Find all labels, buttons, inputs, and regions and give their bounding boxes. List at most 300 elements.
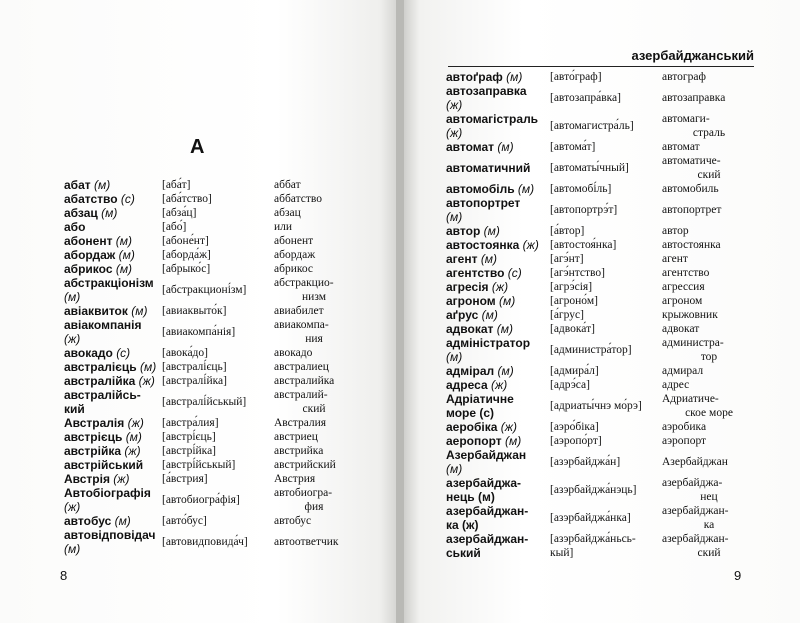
entry-translation [662,364,756,378]
translation-line: австрийка [274,445,324,457]
pronunciation-line: [автовидповида́ч] [162,536,248,548]
headword-line: австрієць (м) [64,430,142,444]
entry-translation [662,70,756,84]
entry-headword [64,346,162,360]
translation-line: абрикос [274,263,314,275]
entry-headword [446,308,550,322]
entry-headword [64,514,162,528]
entry-pronunciation [162,430,274,444]
translation-line: Австралия [274,417,327,429]
entry-headword [446,112,550,140]
headword-line: автомат (м) [446,140,514,154]
dictionary-entry [446,532,756,560]
entry-headword [446,182,550,196]
dictionary-entry [64,318,354,346]
entry-headword [446,196,550,224]
dictionary-entry [64,528,354,556]
pronunciation-line: [аба́т] [162,179,191,191]
translation-line: аббатство [274,193,323,205]
grammar-tag: (ж) [490,378,508,392]
pronunciation-line: [адрэ́са] [550,379,590,391]
entry-headword [446,336,550,364]
entry-translation [274,220,354,234]
dictionary-entry [446,252,756,266]
translation-line: авиакомпа- [274,319,329,331]
left-entry-list [64,178,354,556]
entry-translation [274,346,354,360]
headword-line: (ж) [446,126,463,140]
headword-line: море (с) [446,406,495,420]
dictionary-entry [64,416,354,430]
pronunciation-line: [автопортрэ́т] [550,204,618,216]
headword-line: абатство (с) [64,192,135,206]
entry-headword [446,364,550,378]
entry-pronunciation [550,420,662,434]
dictionary-entry [64,304,354,318]
headword-line: ський [446,546,481,560]
entry-headword [64,458,162,472]
entry-pronunciation [550,161,662,175]
pronunciation-line: [автозапра́вка] [550,92,621,104]
translation-line: авиабилет [274,305,324,317]
dictionary-entry [446,504,756,532]
translation-line: ский [697,169,721,181]
entry-pronunciation [550,308,662,322]
entry-pronunciation [550,294,662,308]
entry-headword [446,392,550,420]
headword-line: (ж) [64,332,81,346]
dictionary-entry [446,84,756,112]
headword-line: (м) [446,350,463,364]
grammar-tag: (с) [116,346,131,360]
headword-line: азербайджа- [446,476,522,490]
dictionary-entry [64,178,354,192]
headword-line: (м) [446,462,463,476]
grammar-tag: (ж) [127,416,144,430]
entry-headword [446,280,550,294]
pronunciation-line: [абза́ц] [162,207,197,219]
entry-headword [64,234,162,248]
translation-line: или [274,221,293,233]
grammar-tag: (м) [118,248,135,262]
entry-pronunciation [550,119,662,133]
dictionary-entry [64,360,354,374]
entry-pronunciation [162,248,274,262]
pronunciation-line: [агэ́нтство] [550,267,605,279]
entry-headword [446,224,550,238]
pronunciation-line: [а́грус] [550,309,584,321]
entry-headword [64,318,162,346]
left-page [0,0,396,623]
grammar-tag: (м) [93,178,111,192]
translation-line: ский [302,403,326,415]
translation-line: азербайджа- [662,477,723,489]
entry-translation [274,276,354,304]
entry-translation [662,336,756,364]
translation-line: автомобиль [662,183,719,195]
entry-pronunciation [162,472,274,486]
pronunciation-line: [автобиогра́фія] [162,494,240,506]
translation-line: автопортрет [662,204,722,216]
translation-line: Азербайджан [662,456,728,468]
translation-line: азербайджан- [662,505,729,517]
entry-translation [662,140,756,154]
dictionary-entry [446,322,756,336]
headword-line: аеробіка (ж) [446,420,518,434]
pronunciation-line: [азэрбайджа́нка] [550,512,631,524]
entry-translation [662,322,756,336]
entry-translation [274,444,354,458]
pronunciation-line: [абоне́нт] [162,235,209,247]
entry-headword [446,504,550,532]
headword-line: абонент (м) [64,234,133,248]
dictionary-entry [446,266,756,280]
headword-line: (м) [446,210,463,224]
entry-pronunciation [162,444,274,458]
entry-pronunciation [550,483,662,497]
entry-headword [64,192,162,206]
translation-line: Австрия [274,473,316,485]
entry-pronunciation [162,262,274,276]
headword-line: або [64,220,86,234]
translation-line: ский [697,547,721,559]
dictionary-entry [446,224,756,238]
entry-pronunciation [162,514,274,528]
pronunciation-line: [а́втор] [550,225,585,237]
dictionary-entry [64,444,354,458]
entry-headword [446,70,550,84]
pronunciation-line: [австрі́єць] [162,431,216,443]
pronunciation-line: [австрі́йськый] [162,459,236,471]
headword-line: (м) [64,290,81,304]
entry-translation [662,203,756,217]
translation-line: автомат [662,141,700,153]
headword-line: авіакомпанія [64,318,142,332]
entry-headword [446,84,550,112]
pronunciation-line: кый] [550,547,574,559]
headword-line: Автобіографія [64,486,151,500]
translation-line: автор [662,225,689,237]
grammar-tag: (ж) [491,280,509,294]
pronunciation-line: [автомагистра́ль] [550,120,634,132]
entry-translation [274,262,354,276]
translation-line: адвокат [662,323,700,335]
translation-line: аэробика [662,421,707,433]
entry-translation [662,224,756,238]
translation-line: австралиец [274,361,329,373]
entry-translation [274,206,354,220]
dictionary-entry [64,206,354,220]
translation-line: авокадо [274,347,313,359]
entry-pronunciation [162,535,274,549]
pronunciation-line: [авто́бус] [162,515,207,527]
pronunciation-line: [аба́тство] [162,193,212,205]
dictionary-entry [64,430,354,444]
entry-headword [64,276,162,304]
dictionary-entry [64,472,354,486]
entry-translation [662,308,756,322]
entry-pronunciation [162,395,274,409]
entry-pronunciation [162,346,274,360]
headword-line: авіаквиток (м) [64,304,148,318]
headword-line: агентство (с) [446,266,522,280]
headword-line: автоґраф (м) [446,70,523,84]
grammar-tag: (ж) [522,238,539,252]
pronunciation-line: [авока́до] [162,347,208,359]
entry-pronunciation [550,322,662,336]
translation-line: агент [662,253,688,265]
entry-headword [446,140,550,154]
headword-line: нець (м) [446,490,495,504]
entry-headword [64,374,162,388]
dictionary-entry [64,192,354,206]
headword-line: автор (м) [446,224,500,238]
translation-line: агрессия [662,281,705,293]
entry-translation [274,472,354,486]
entry-translation [274,318,354,346]
headword-line: Азербайджан [446,448,527,462]
grammar-tag: (м) [481,308,498,322]
entry-pronunciation [162,374,274,388]
translation-line: автостоянка [662,239,721,251]
translation-line: администра- [662,337,724,349]
headword-line: автозаправка [446,84,527,98]
headword-line: агент (м) [446,252,498,266]
entry-pronunciation [162,325,274,339]
entry-pronunciation [550,434,662,448]
entry-pronunciation [162,234,274,248]
pronunciation-line: [адвока́т] [550,323,595,335]
entry-pronunciation [162,416,274,430]
headword-line: австралієць (м) [64,360,157,374]
headword-line: автоматичний [446,161,531,175]
headword-line: австрійський [64,458,144,472]
entry-translation [662,154,756,182]
grammar-tag: (с) [120,192,135,206]
translation-line: автограф [662,71,706,83]
header-rule [448,66,754,67]
translation-line: австриец [274,431,318,443]
entry-translation [274,458,354,472]
headword-line: автобус (м) [64,514,131,528]
entry-translation [274,374,354,388]
dictionary-entry [446,392,756,420]
grammar-tag: (м) [114,514,131,528]
entry-translation [274,304,354,318]
translation-line: австралийка [274,375,335,387]
entry-headword [64,430,162,444]
letter-heading: А [190,136,205,158]
dictionary-entry [64,220,354,234]
entry-translation [662,280,756,294]
entry-pronunciation [550,140,662,154]
pronunciation-line: [аэро́біка] [550,421,599,433]
headword-line: адмірал (м) [446,364,514,378]
headword-line: адміністратор [446,336,531,350]
headword-line: азербайджан- [446,532,529,546]
entry-headword [446,161,550,175]
dictionary-entry [64,374,354,388]
entry-headword [446,532,550,560]
entry-pronunciation [550,266,662,280]
headword-line: абзац (м) [64,206,118,220]
grammar-tag: (м) [506,70,523,84]
right-page [404,0,800,623]
translation-line: автоответчик [274,536,339,548]
headword-line: аеропорт (м) [446,434,522,448]
running-head: азербайджанський [631,48,754,63]
entry-pronunciation [162,206,274,220]
translation-line: автобиогра- [274,487,333,499]
headword-line: абат (м) [64,178,111,192]
dictionary-entry [446,476,756,504]
grammar-tag: (м) [497,140,514,154]
entry-pronunciation [550,91,662,105]
translation-line: адмирал [662,365,704,377]
grammar-tag: (м) [125,430,142,444]
entry-translation [662,112,756,140]
grammar-tag: (м) [139,360,157,374]
entry-headword [446,434,550,448]
entry-headword [446,476,550,504]
grammar-tag: (ж) [138,374,155,388]
pronunciation-line: [або́] [162,221,187,233]
pronunciation-line: [аэропо́рт] [550,435,602,447]
pronunciation-line: [азэрбайджа́ньсь- [550,533,636,545]
headword-line: автомагістраль [446,112,539,126]
headword-line: адвокат (м) [446,322,513,336]
book-gutter [396,0,404,623]
entry-pronunciation [550,511,662,525]
dictionary-entry [446,420,756,434]
entry-headword [446,378,550,392]
dictionary-entry [446,448,756,476]
entry-headword [446,420,550,434]
pronunciation-line: [австра́лия] [162,417,219,429]
grammar-tag: (м) [101,206,118,220]
entry-headword [64,178,162,192]
pronunciation-line: [автостоя́нка] [550,239,617,251]
entry-headword [446,266,550,280]
headword-line: австралійсь- [64,388,141,402]
headword-line: Австралія (ж) [64,416,144,430]
translation-line: автозаправка [662,92,726,104]
entry-translation [662,294,756,308]
entry-pronunciation [162,192,274,206]
entry-pronunciation [550,238,662,252]
dictionary-entry [446,182,756,196]
headword-line: (м) [64,542,81,556]
dictionary-entry [446,238,756,252]
entry-translation [662,91,756,105]
entry-pronunciation [550,280,662,294]
entry-pronunciation [550,182,662,196]
entry-headword [64,304,162,318]
entry-headword [446,322,550,336]
entry-pronunciation [162,360,274,374]
grammar-tag: (с) [507,266,522,280]
translation-line: низм [302,291,326,303]
headword-line: азербайджан- [446,504,529,518]
translation-line: австрийский [274,459,336,471]
translation-line: автобус [274,515,312,527]
headword-line: Адріатичне [446,392,514,406]
entry-translation [662,392,756,420]
dictionary-entry [64,388,354,416]
dictionary-entry [64,458,354,472]
pronunciation-line: [авиакомпа́нія] [162,326,236,338]
dictionary-entry [446,294,756,308]
grammar-tag: (м) [504,434,522,448]
entry-translation [274,486,354,514]
dictionary-entry [446,70,756,84]
entry-headword [64,220,162,234]
entry-headword [64,486,162,514]
dictionary-entry [64,346,354,360]
translation-line: агроном [662,295,703,307]
pronunciation-line: [агэ́нт] [550,253,584,265]
pronunciation-line: [аборда́ж] [162,249,211,261]
headword-line: агресія (ж) [446,280,509,294]
entry-pronunciation [550,364,662,378]
dictionary-entry [446,434,756,448]
pronunciation-line: [агрэ́сія] [550,281,593,293]
translation-line: ское море [685,407,733,419]
entry-headword [446,252,550,266]
entry-pronunciation [550,399,662,413]
dictionary-entry [446,196,756,224]
headword-line: автопортрет [446,196,521,210]
dictionary-entry [446,364,756,378]
entry-translation [662,252,756,266]
entry-pronunciation [550,70,662,84]
entry-headword [64,472,162,486]
translation-line: адрес [662,379,690,391]
headword-line: (ж) [446,98,463,112]
grammar-tag: (м) [496,322,513,336]
translation-line: автомаги- [662,113,710,125]
entry-pronunciation [550,252,662,266]
dictionary-entry [64,262,354,276]
headword-line: австралійка (ж) [64,374,155,388]
pronunciation-line: [абрыко́с] [162,263,211,275]
dictionary-entry [446,378,756,392]
entry-pronunciation [550,378,662,392]
entry-headword [446,238,550,252]
entry-translation [274,248,354,262]
entry-pronunciation [550,224,662,238]
translation-line: аэропорт [662,435,707,447]
entry-pronunciation [162,178,274,192]
entry-translation [662,378,756,392]
pronunciation-line: [адмира́л] [550,365,599,377]
entry-headword [446,294,550,308]
entry-headword [64,206,162,220]
pronunciation-line: [а́встрия] [162,473,208,485]
grammar-tag: (ж) [113,472,130,486]
translation-line: фия [304,501,324,513]
grammar-tag: (м) [131,304,148,318]
translation-line: Адриатиче- [662,393,719,405]
grammar-tag: (м) [517,182,535,196]
translation-line: автоматиче- [662,155,721,167]
dictionary-entry [446,308,756,322]
entry-headword [64,528,162,556]
pronunciation-line: [австралі́єць] [162,361,227,373]
headword-line: авокадо (с) [64,346,131,360]
pronunciation-line: [автомобі́ль] [550,183,612,195]
pronunciation-line: [австрі́йка] [162,445,217,457]
